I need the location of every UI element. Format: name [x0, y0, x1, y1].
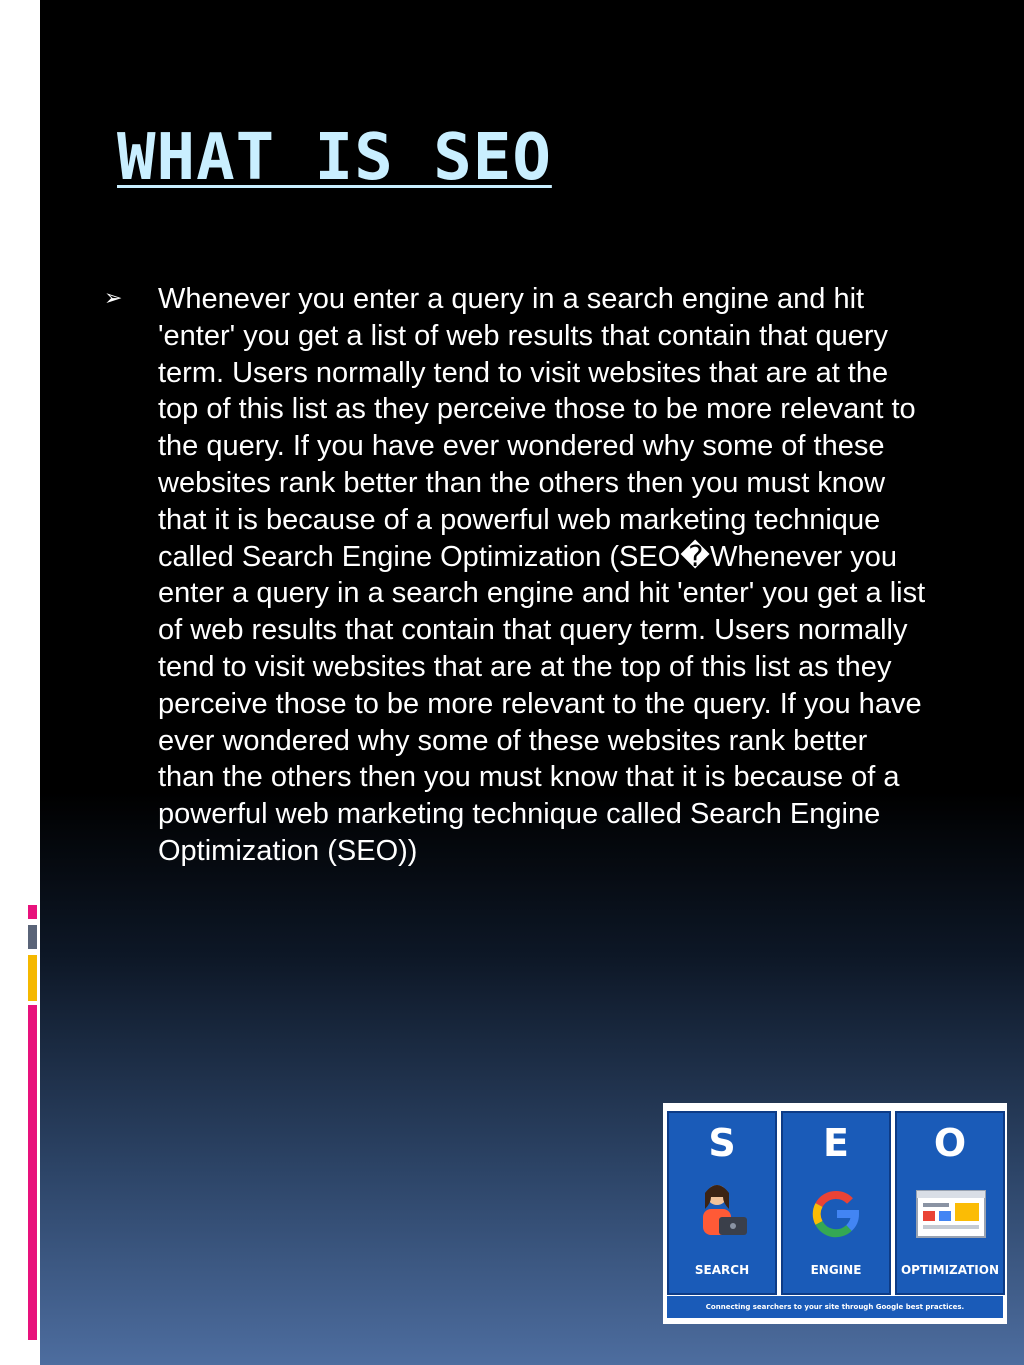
seo-footer-tagline: Connecting searchers to your site through Google best practices.	[667, 1296, 1003, 1318]
accent-bar-pink	[28, 1005, 37, 1340]
seo-label: SEARCH	[694, 1263, 750, 1277]
seo-label: OPTIMIZATION	[900, 1263, 999, 1277]
person-laptop-icon	[689, 1179, 755, 1245]
seo-letter: S	[708, 1121, 736, 1165]
seo-label: ENGINE	[810, 1263, 862, 1277]
seo-infographic	[663, 1103, 1007, 1324]
seo-column-optimization	[895, 1111, 1005, 1295]
body-paragraph: Whenever you enter a query in a search engine and hit 'enter' you get a list of web results that contain that query term. Users normally tend to visit websites that are at the top of this list as they perceive those to be more relevant to the query. If you have ever wondered why some of these websites rank better than the others then you must know that it is because of a powerful web marketing technique called Search Engine Optimization (SEO�Whenever you enter a query in a search engine and hit 'enter' you get a list of web results that contain that query term. Users normally tend to visit websites that are at the top of this list as they perceive those to be more relevant to the query. If you have ever wondered why some of these websites rank better than the others then you must know that it is because of a powerful web marketing technique called Search Engine Optimization (SEO))	[158, 283, 926, 867]
accent-bar-yellow	[28, 955, 37, 1001]
slide-title: WHAT IS SEO	[117, 121, 552, 195]
seo-letter: O	[933, 1121, 967, 1165]
accent-bar-gray	[28, 925, 37, 949]
seo-letter: E	[823, 1121, 849, 1165]
seo-column-search	[667, 1111, 777, 1295]
bullet-arrow-icon: ➢	[104, 286, 123, 311]
seo-column-engine	[781, 1111, 891, 1295]
webpage-icon	[915, 1189, 987, 1239]
accent-bar-pink-top	[28, 905, 37, 919]
google-g-icon	[811, 1189, 861, 1239]
